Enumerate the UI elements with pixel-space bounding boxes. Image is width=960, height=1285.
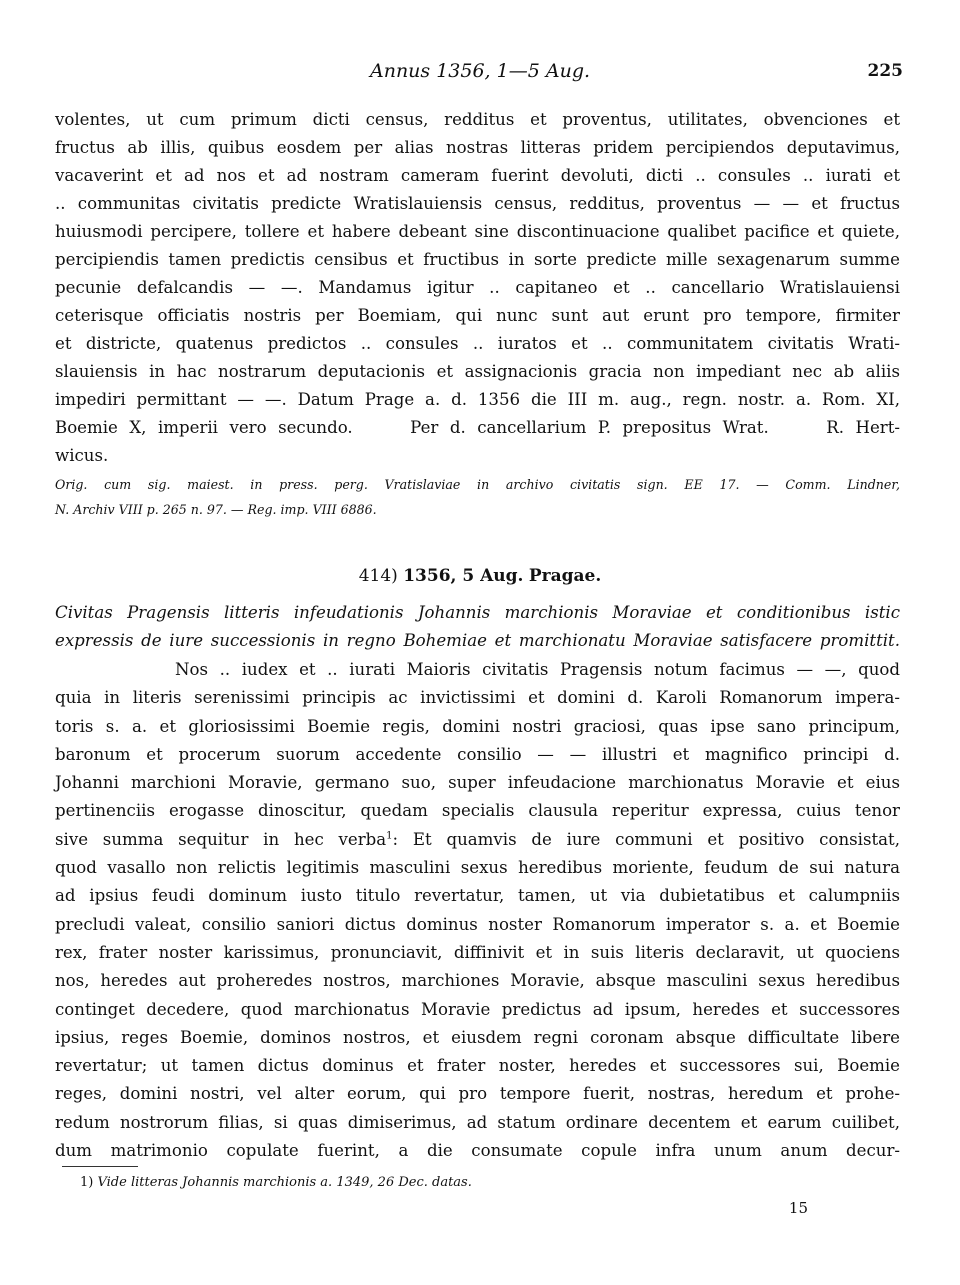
text-line: revertatur; ut tamen dictus dominus et frater noster, heredes et successores sui, Boemie [55, 1056, 900, 1076]
text-line: pecunie defalcandis — —. Mandamus igitur .. capitaneo et .. cancellario Wratislauiensi [55, 278, 900, 297]
text-line: pertinenciis erogasse dinoscitur, quedam specialis clausula reperitur expressa, cuius tenor [55, 801, 900, 821]
text-line: wicus. [55, 446, 109, 465]
source-line: N. Archiv VIII p. 265 n. 97. — Reg. imp. VIII 6886. [55, 502, 377, 517]
text-line: toris s. a. et gloriosissimi Boemie regis, domini nostri graciosi, quas ipse sano principum, [55, 716, 900, 736]
text-segment: sive summa sequitur in hec verba [55, 829, 387, 849]
text-line: .. communitas civitatis predicte Wratislauiensis census, redditus, proventus — — et fructus [55, 194, 900, 213]
footnote [80, 1172, 900, 1194]
regest-line: Civitas Pragensis litteris infeudationis Johannis marchionis Moraviae et conditionibus istic [55, 603, 900, 622]
text-line: dum matrimonio copulate fuerint, a die consumate copule infra unum anum decur- [55, 1141, 900, 1161]
page-header [0, 56, 960, 86]
text-line: redum nostrorum filias, si quas dimiserimus, ad statum ordinare decentem et earum cuilibet, [55, 1112, 900, 1132]
text-line: percipiendis tamen predictis censibus et fructibus in sorte predicte mille sexagenarum summe [55, 250, 900, 269]
footnote-marker: 1) [80, 1175, 94, 1190]
text-line: fructus ab illis, quibus eosdem per alias nostras litteras pridem percipiendos deputavimus, [55, 138, 900, 157]
text-line: rex, frater noster karissimus, pronunciavit, diffinivit et in suis literis declaravit, ut quociens [55, 942, 900, 962]
text-line: nos, heredes aut proheredes nostros, marchiones Moravie, absque masculini sexus heredibus [55, 971, 900, 991]
text-line: precludi valeat, consilio saniori dictus dominus noster Romanorum imperator s. a. et Boemie [55, 914, 900, 934]
text-line: Johanni marchioni Moravie, germano suo, super infeudacione marchionatus Moravie et eius [55, 773, 900, 793]
footnote-reference[interactable]: 1 [386, 830, 393, 842]
document-place: Pragae. [528, 566, 602, 586]
regest [55, 599, 900, 655]
document-date: 1356, 5 Aug. [403, 566, 524, 586]
document-number: 414) [358, 566, 398, 586]
text-segment: : Et quamvis de iure communi et positivo consistat, [392, 829, 901, 849]
text-line: volentes, ut cum primum dicti census, redditus et proventus, utilitates, obvenciones et [55, 110, 900, 129]
text-line-with-footnote [55, 826, 900, 854]
text-line: quod vasallo non relictis legitimis masculini sexus heredibus moriente, feudum de sui natura [55, 858, 900, 878]
footnote-text: Vide litteras Johannis marchionis a. 1349, 26 Dec. datas. [97, 1175, 472, 1190]
text-line: huiusmodi percipere, tollere et habere debeant sine discontinuacione qualibet pacifice et quiete, [55, 222, 900, 241]
text-line: et districte, quatenus predictos .. consules .. iuratos et .. communitatem civitatis Wrati- [55, 334, 900, 353]
page-number: 225 [867, 61, 903, 81]
document-text [55, 656, 900, 1165]
text-line: baronum et procerum suorum accedente consilio — — illustri et magnifico principi d. [55, 744, 900, 764]
text-line: vacaverint et ad nos et ad nostram cameram fuerint devoluti, dicti .. consules .. iurati et [55, 166, 900, 185]
text-line: quia in literis serenissimi principis ac invictissimi et domini d. Karoli Romanorum impera- [55, 688, 900, 708]
regest-line: expressis de iure successionis in regno Bohemiae et marchionatu Moraviae satisfacere promittit. [55, 631, 900, 650]
signature-mark: 15 [788, 1199, 808, 1217]
text-line: continget decedere, quod marchionatus Moravie predictus ad ipsum, heredes et successores [55, 999, 900, 1019]
document-heading [0, 562, 960, 590]
text-line: Boemie X, imperii vero secundo. Per d. cancellarium P. prepositus Wrat. R. Hert- [55, 418, 900, 437]
source-line: Orig. cum sig. maiest. in press. perg. Vratislaviae in archivo civitatis sign. EE 17. — Comm. Lindner, [55, 477, 900, 492]
running-title: Annus 1356, 1—5 Aug. [369, 60, 591, 82]
text-line: ipsius, reges Boemie, dominos nostros, et eiusdem regni coronam absque difficultate libere [55, 1027, 900, 1047]
footnote-divider [62, 1166, 138, 1167]
source-note [55, 472, 900, 522]
text-line: ceterisque officiatis nostris per Boemiam, qui nunc sunt aut erunt pro tempore, firmiter [55, 306, 900, 325]
text-line: reges, domini nostri, vel alter eorum, qui pro tempore fuerit, nostras, heredum et prohe- [55, 1084, 900, 1104]
text-line: slauiensis in hac nostrarum deputacionis et assignacionis gracia non impediant nec ab aliis [55, 362, 900, 381]
text-line: Nos .. iudex et .. iurati Maioris civitatis Pragensis notum facimus — —, quod [175, 660, 900, 679]
text-line: impediri permittant — —. Datum Prage a. d. 1356 die III m. aug., regn. nostr. a. Rom. XI, [55, 390, 900, 409]
text-line: ad ipsius feudi dominum iusto titulo revertatur, tamen, ut via dubietatibus et calumpniis [55, 886, 900, 906]
previous-document-text [55, 106, 900, 470]
